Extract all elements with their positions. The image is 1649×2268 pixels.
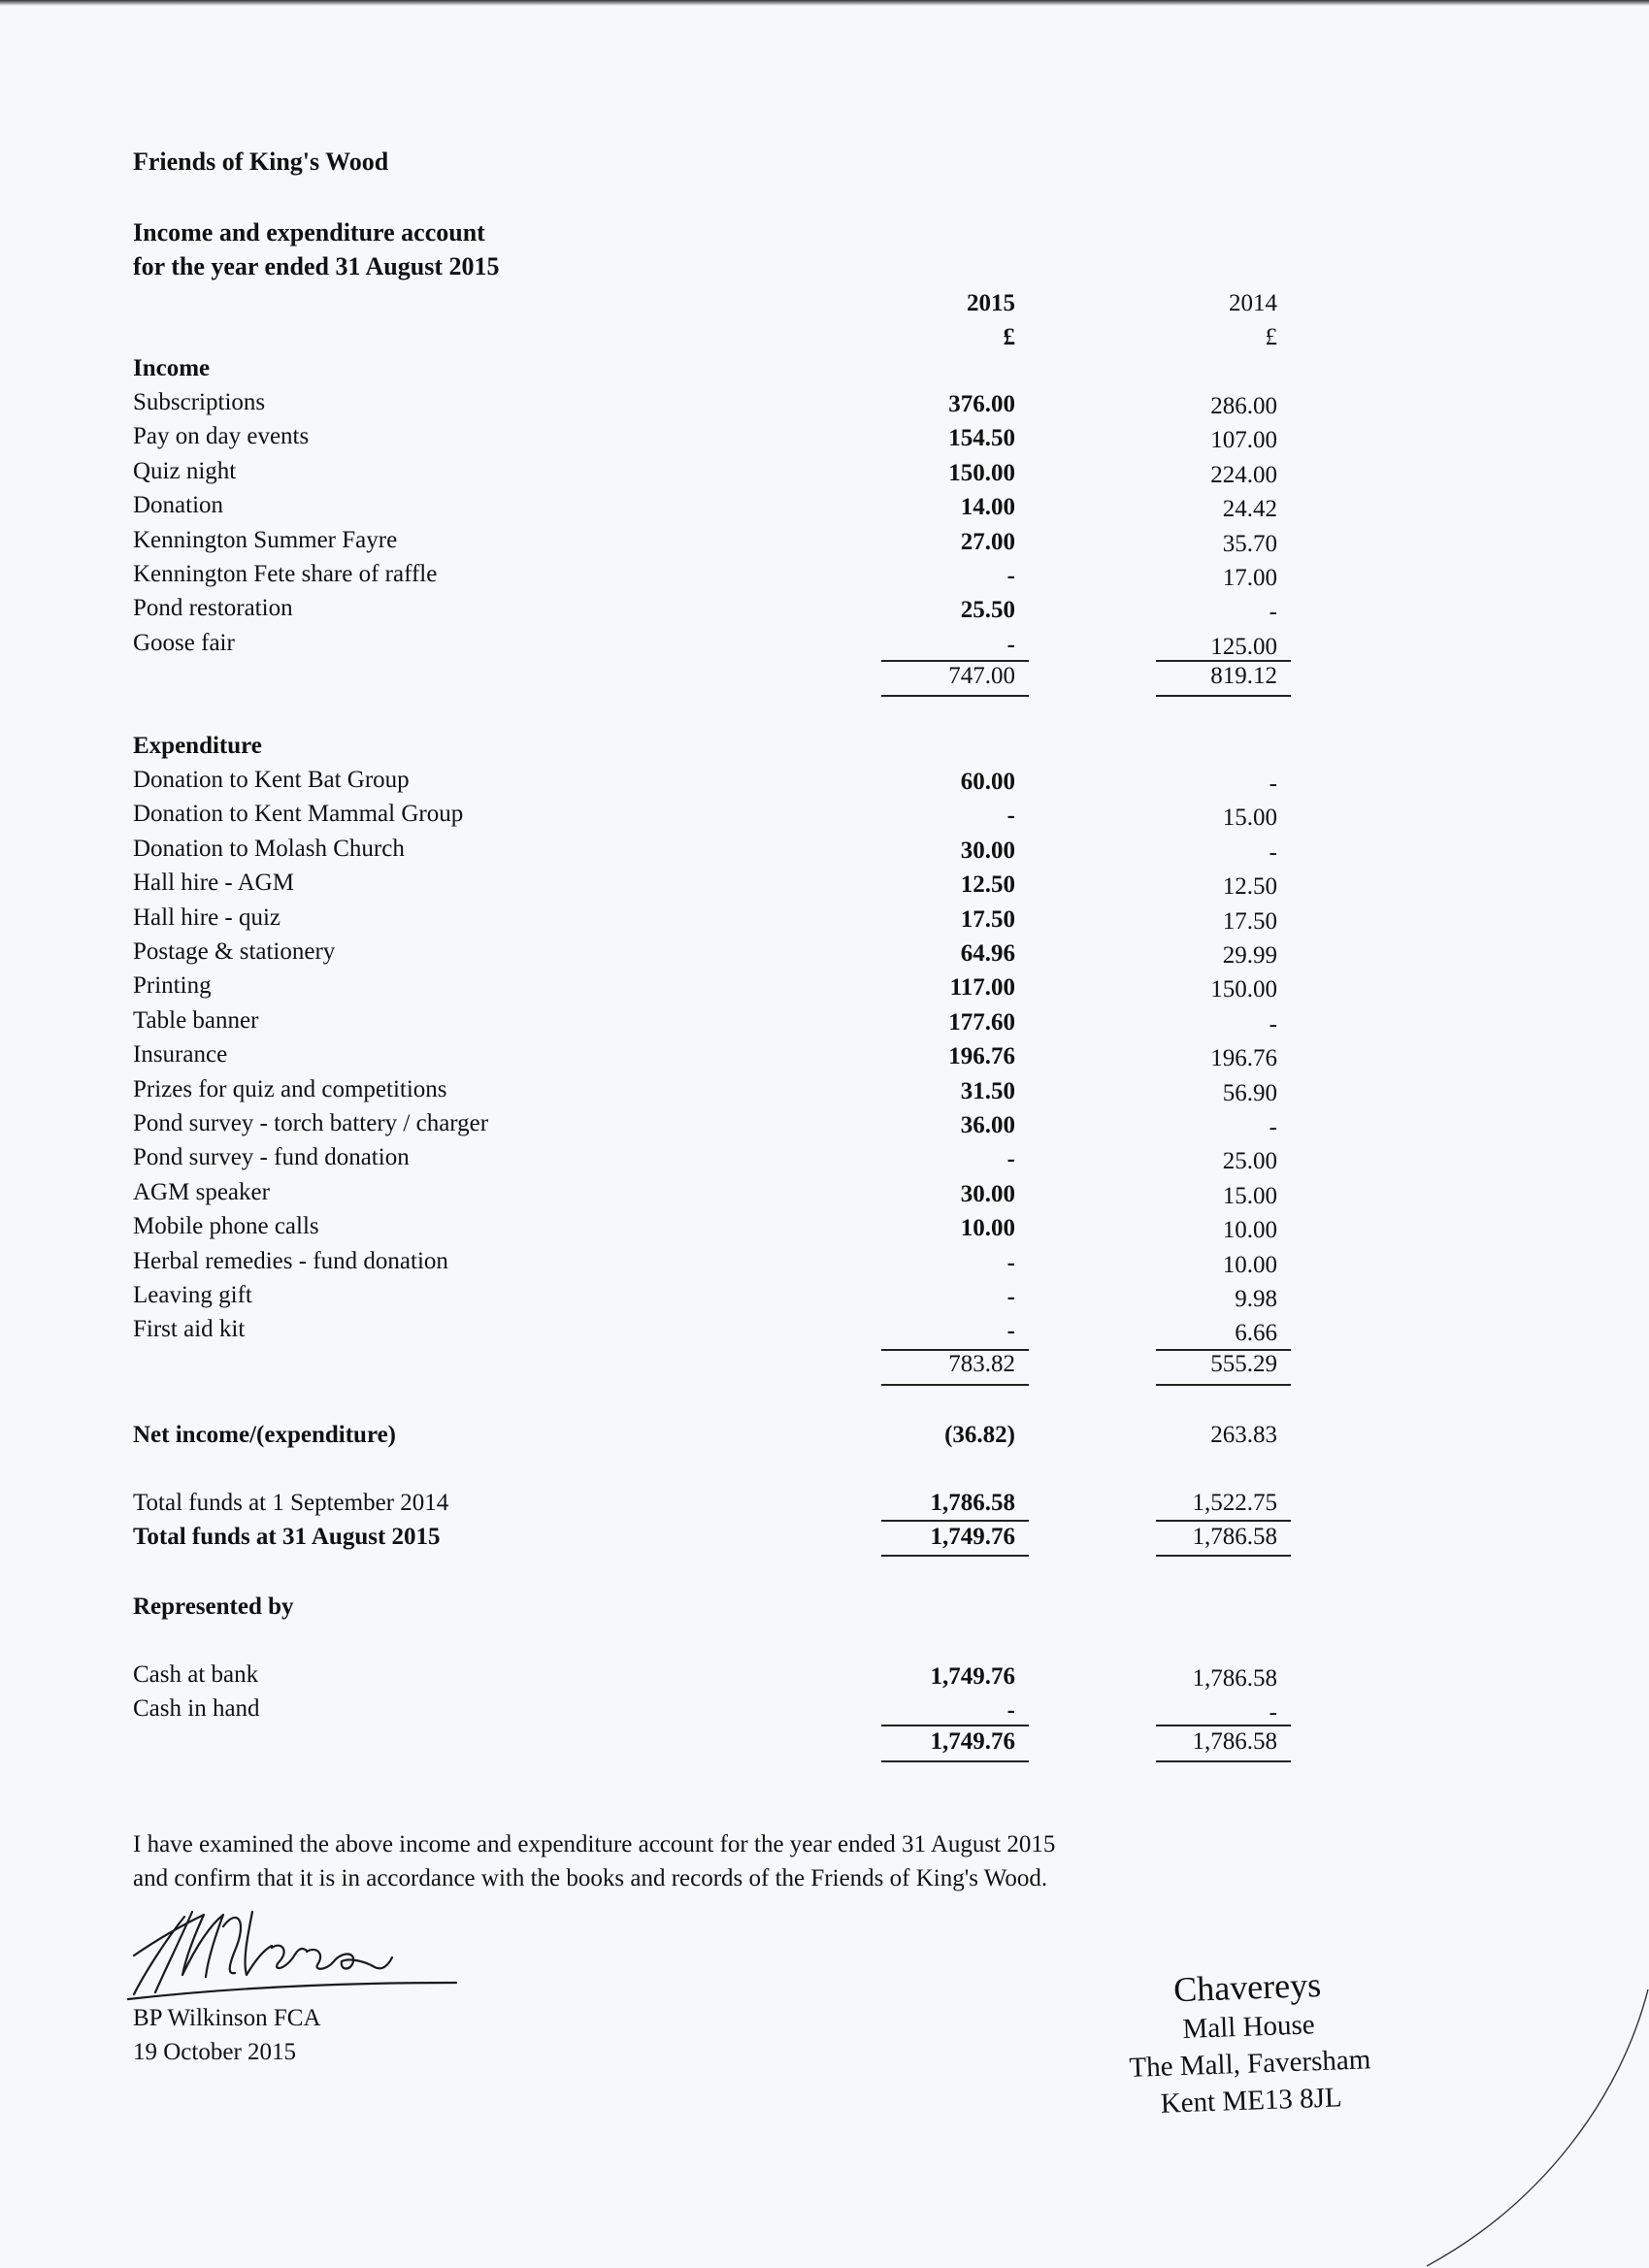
row-label: Insurance <box>133 1041 228 1068</box>
row-value-2014: 25.00 <box>1222 1148 1277 1175</box>
row-label: Herbal remedies - fund donation <box>133 1247 448 1274</box>
column-header-2014: 2014 <box>1229 290 1277 316</box>
funds-close-rule-2014 <box>1156 1555 1291 1557</box>
row-value-2015: 27.00 <box>960 528 1015 555</box>
funds-rule-2015 <box>881 1520 1029 1522</box>
row-value-2015: 376.00 <box>948 391 1015 417</box>
expenditure-heading: Expenditure <box>133 733 262 759</box>
funds-close-2014: 1,786.58 <box>1192 1524 1277 1550</box>
row-value-2014: 17.50 <box>1222 907 1277 935</box>
row-value-2015: 31.50 <box>960 1077 1015 1104</box>
row-label: Quiz night <box>133 457 237 484</box>
title-line-2: for the year ended 31 August 2015 <box>133 252 500 280</box>
row-value-2015: 30.00 <box>960 1180 1015 1207</box>
row-label: Pond restoration <box>133 595 293 622</box>
row-value-2014: - <box>1269 1010 1277 1037</box>
row-label: Donation to Kent Bat Group <box>133 767 410 793</box>
funds-close-rule-2015 <box>881 1555 1029 1557</box>
row-value-2014: 24.42 <box>1222 496 1277 523</box>
row-label: Hall hire - quiz <box>133 904 281 931</box>
row-value-2014: 10.00 <box>1222 1251 1277 1278</box>
row-label: Donation to Molash Church <box>133 835 405 862</box>
row-label: Cash at bank <box>133 1661 259 1688</box>
stamp-line-3: Kent ME13 8JL <box>1160 2082 1343 2120</box>
row-label: Subscriptions <box>133 389 266 415</box>
row-value-2015: - <box>1006 1146 1015 1173</box>
income-heading: Income <box>133 355 211 381</box>
row-value-2014: 15.00 <box>1222 1182 1277 1209</box>
row-value-2015: 196.76 <box>948 1043 1015 1070</box>
row-value-2015: 64.96 <box>960 940 1015 967</box>
row-value-2015: 17.50 <box>960 905 1015 933</box>
page-top-edge <box>0 0 1649 6</box>
row-label: Leaving gift <box>133 1282 252 1308</box>
row-value-2014: 224.00 <box>1210 461 1277 488</box>
row-value-2015: 154.50 <box>948 425 1015 452</box>
row-label: Goose fair <box>133 629 235 656</box>
handwritten-signature <box>126 1897 476 2004</box>
row-value-2014: - <box>1269 1114 1277 1140</box>
row-value-2014: - <box>1269 771 1277 797</box>
funds-open-2015: 1,786.58 <box>930 1490 1015 1516</box>
row-value-2014: 286.00 <box>1210 393 1277 419</box>
income-rule-2015 <box>881 660 1029 662</box>
income-total-2014: 819.12 <box>1210 663 1277 689</box>
row-value-2015: 60.00 <box>960 769 1015 795</box>
represented-total-2014: 1,786.58 <box>1192 1728 1277 1755</box>
row-value-2014: 1,786.58 <box>1192 1665 1277 1692</box>
sign-date: 19 October 2015 <box>133 2039 297 2065</box>
row-value-2015: 1,749.76 <box>930 1663 1015 1690</box>
row-value-2015: 10.00 <box>960 1215 1015 1242</box>
row-value-2015: 25.50 <box>960 597 1015 624</box>
row-label: Pond survey - fund donation <box>133 1144 410 1171</box>
represented-rule-2015 <box>881 1725 1029 1726</box>
row-label: Prizes for quiz and competitions <box>133 1075 447 1102</box>
represented-rule-2014 <box>1156 1725 1291 1726</box>
row-value-2015: 150.00 <box>948 459 1015 486</box>
column-header-2015: 2015 <box>967 290 1015 316</box>
represented-total-rule-2015 <box>881 1760 1029 1762</box>
row-value-2015: 12.50 <box>960 871 1015 899</box>
expenditure-total-rule-2014 <box>1156 1384 1291 1386</box>
funds-close-label: Total funds at 31 August 2015 <box>133 1524 441 1550</box>
unit-2014: £ <box>1265 324 1277 350</box>
represented-total-2015: 1,749.76 <box>930 1728 1015 1755</box>
signatory-name: BP Wilkinson FCA <box>133 2005 321 2031</box>
net-2014: 263.83 <box>1210 1422 1277 1448</box>
row-value-2015: - <box>1006 1697 1015 1724</box>
accountant-stamp <box>1126 1961 1372 2123</box>
funds-close-2015: 1,749.76 <box>930 1524 1015 1550</box>
stamp-line-1: Mall House <box>1181 2009 1316 2045</box>
stamp-line-2: The Mall, Faversham <box>1128 2044 1371 2084</box>
row-value-2014: 196.76 <box>1210 1045 1277 1072</box>
row-value-2014: 17.00 <box>1222 565 1277 591</box>
row-value-2014: - <box>1269 599 1277 626</box>
row-value-2014: 56.90 <box>1222 1079 1277 1106</box>
funds-open-label: Total funds at 1 September 2014 <box>133 1490 449 1516</box>
income-rule-2014 <box>1156 660 1291 662</box>
row-value-2015: - <box>1006 1284 1015 1310</box>
row-value-2014: 6.66 <box>1235 1320 1277 1347</box>
row-value-2015: 36.00 <box>960 1112 1015 1138</box>
row-value-2014: 29.99 <box>1222 942 1277 969</box>
funds-rule-2014 <box>1156 1520 1291 1522</box>
net-label: Net income/(expenditure) <box>133 1422 397 1448</box>
title-line-1: Income and expenditure account <box>133 218 485 247</box>
row-label: Postage & stationery <box>133 938 336 965</box>
row-label: Printing <box>133 972 212 1000</box>
row-value-2015: 117.00 <box>949 974 1015 1002</box>
row-label: Mobile phone calls <box>133 1213 319 1240</box>
row-label: Table banner <box>133 1006 259 1034</box>
row-value-2014: - <box>1269 1699 1277 1726</box>
row-label: AGM speaker <box>133 1178 270 1205</box>
row-value-2015: 30.00 <box>960 837 1015 864</box>
row-value-2015: - <box>1006 803 1015 830</box>
row-value-2014: 15.00 <box>1222 805 1277 832</box>
row-label: Pond survey - torch battery / charger <box>133 1110 489 1136</box>
represented-total-rule-2014 <box>1156 1760 1291 1762</box>
expenditure-total-rule-2015 <box>881 1384 1029 1386</box>
row-value-2015: - <box>1006 1249 1015 1276</box>
row-value-2015: - <box>1006 563 1015 589</box>
scan-edge-curve <box>1427 1989 1649 2268</box>
row-value-2014: 9.98 <box>1235 1286 1277 1312</box>
row-label: Donation <box>133 492 224 519</box>
row-value-2014: 125.00 <box>1210 633 1277 660</box>
expenditure-total-2014: 555.29 <box>1210 1351 1277 1377</box>
row-label: Cash in hand <box>133 1695 260 1722</box>
row-label: Kennington Fete share of raffle <box>133 561 438 587</box>
row-label: Kennington Summer Fayre <box>133 526 398 553</box>
row-value-2014: 10.00 <box>1222 1217 1277 1244</box>
stamp-firm: Chavereys <box>1172 1965 1322 2010</box>
row-value-2014: 107.00 <box>1210 427 1277 454</box>
row-value-2015: - <box>1006 1318 1015 1345</box>
income-total-rule-2015 <box>881 695 1029 697</box>
row-value-2015: - <box>1006 631 1015 658</box>
income-total-rule-2014 <box>1156 695 1291 697</box>
row-value-2014: 12.50 <box>1222 873 1277 901</box>
row-value-2014: 35.70 <box>1222 530 1277 557</box>
row-value-2015: 177.60 <box>948 1008 1015 1035</box>
row-label: Hall hire - AGM <box>133 870 294 897</box>
expenditure-total-2015: 783.82 <box>948 1351 1015 1377</box>
statement-line-1: I have examined the above income and expenditure account for the year ended 31 August 2015 <box>133 1831 1056 1857</box>
unit-2015: £ <box>1003 324 1015 350</box>
row-value-2015: 14.00 <box>960 494 1015 521</box>
row-value-2014: 150.00 <box>1210 976 1277 1003</box>
organisation-name: Friends of King's Wood <box>133 148 389 176</box>
income-total-2015: 747.00 <box>948 663 1015 689</box>
statement-line-2: and confirm that it is in accordance with the books and records of the Friends of King's Wood. <box>133 1865 1048 1891</box>
row-label: Donation to Kent Mammal Group <box>133 801 464 828</box>
row-value-2014: - <box>1269 838 1277 866</box>
funds-open-2014: 1,522.75 <box>1192 1490 1277 1516</box>
row-label: First aid kit <box>133 1316 246 1343</box>
net-2015: (36.82) <box>944 1422 1015 1448</box>
row-label: Pay on day events <box>133 423 310 450</box>
represented-heading: Represented by <box>133 1594 294 1620</box>
